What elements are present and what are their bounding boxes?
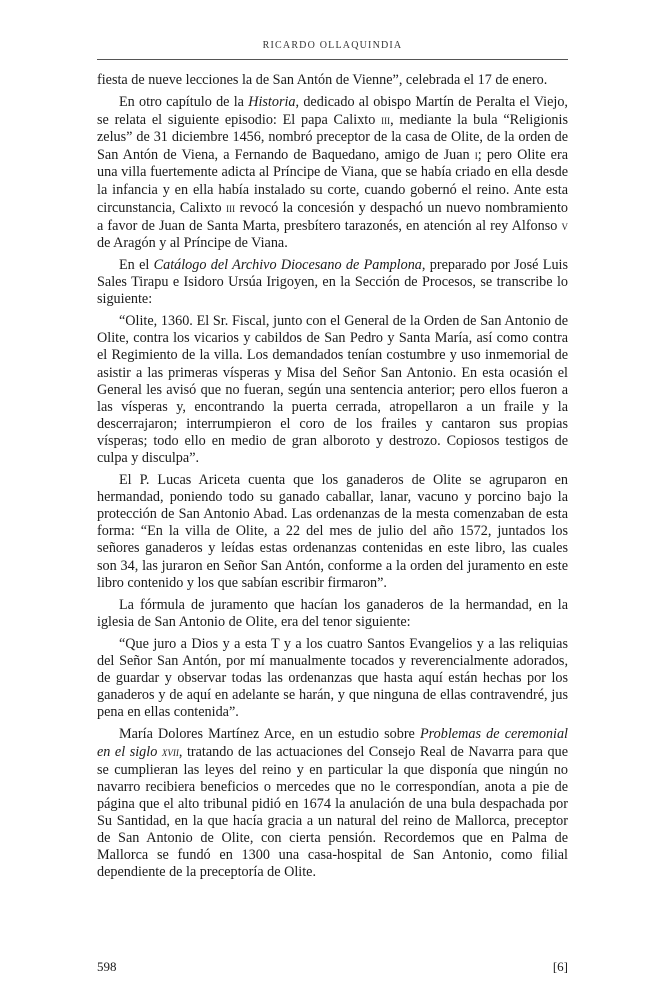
quoted-paragraph: [97, 313, 568, 467]
text-run: El P. Lucas Ariceta cuenta que los ganaderos de Olite se agruparon en hermandad, poniendo todo su ganado caballar, lanar, vacuno y porcino bajo la protección de San Antonio Abad. Las ordenanzas de la mesta comenzaban de esta forma: “En la villa de Olite, a 22 del mes de julio del año 1572, juntados los señores ganaderos y leídas estas ordenanzas contenidas en este libro, las cuales son 34, las juraron en Señor San Antón, conforme a la orden del juramento en este libro contenido y los que sabían escribir firmaron”.: [97, 472, 568, 591]
text-run: , mediante la bula “Religionis zelus” de 31 diciembre 1456, nombró preceptor de la casa de Olite, de la orden de San Antón de Viena, a Fernando de Baquedano, amigo de Juan: [97, 112, 568, 164]
roman-numeral: i: [474, 147, 478, 163]
text-run: , dedicado al obispo Martín de Peralta el Viejo, se relata el siguiente episodio: El papa Calixto: [97, 94, 568, 129]
header-rule: [97, 59, 568, 60]
text-run: Problemas de ceremonial en el siglo: [97, 726, 568, 761]
italic-title: Historia: [248, 94, 296, 111]
paragraph: [97, 472, 568, 592]
roman-numeral: xvii: [161, 744, 179, 760]
roman-numeral: iii: [381, 112, 391, 128]
text-run: fiesta de nueve lecciones la de San Antón de Vienne”, celebrada el 17 de enero.: [97, 72, 548, 88]
running-header: RICARDO OLLAQUINDIA: [262, 40, 403, 51]
text-run: La fórmula de juramento que hacían los ganaderos de la hermandad, en la iglesia de San Antonio de Olite, era del tenor siguiente:: [97, 596, 568, 630]
text-run: , tratando de las actuaciones del Consejo Real de Navarra para que se cumplieran las leyes del reino y en particular la que disponía que ningún no navarro recibiera beneficios o mercedes que no le correspondían, anota a pie de página que el alto tribunal pidió en 1674 la anulación de una bula despachada por Su Santidad, en la que hacía gracia a un natural del reino de Mallorca, preceptor de San Antonio de Olite, con cierta pensión. Recordemos que en Palma de Mallorca se fundó en 1300 una casa-hospital de San Antonio, como filial dependiente de la preceptoría de Olite.: [97, 744, 568, 881]
text-run: En el: [119, 256, 154, 273]
text-run: revocó la concesión y despachó un nuevo nombramiento a favor de Juan de Santa Marta, presbítero tarazonés, en atención al rey Alfonso: [97, 199, 568, 234]
paragraph: [97, 94, 568, 252]
roman-numeral: iii: [226, 199, 236, 215]
paragraph: [97, 597, 568, 631]
text-run: ; pero Olite era una villa fuertemente adicta al Príncipe de Viana, que se había criado en ella desde la infancia y en ella había instalado su corte, cuando gobernó el reino. Ante esta circunstancia, Calixto: [97, 147, 568, 216]
text-run: de Aragón y al Príncipe de Viana.: [97, 234, 288, 251]
text-run: En otro capítulo de la: [119, 94, 249, 111]
italic-title: Catálogo del Archivo Diocesano de Pamplona: [153, 256, 422, 273]
text-run: María Dolores Martínez Arce, en un estudio sobre: [119, 726, 421, 743]
page-number: 598: [97, 959, 117, 974]
quoted-paragraph: [97, 636, 568, 721]
roman-numeral: v: [561, 217, 568, 233]
paragraph: [97, 257, 568, 308]
paragraph: [97, 726, 568, 881]
text-run: “Olite, 1360. El Sr. Fiscal, junto con el General de la Orden de San Antonio de Olite, contra los vicarios y cabildos de San Pedro y Santa María, así como contra el Regimiento de la villa. Los demandados tenían costumbre y uso inmemorial de asistir a las primeras vísperas y Misa del Señor San Antonio. En esta ocasión el General les avisó que no fueran, según una sentencia anterior; pero ellos fueron a las vísperas y, encontrando la puerta cerrada, atropellaron a un fraile y la descerrajaron; interrumpieron el coro de los frailes y cantaron sus propias vísperas; todo ello en medio de gran alboroto y destrozo. Copiosos testigos de culpa y disculpa”.: [97, 313, 568, 466]
section-marker: [6]: [552, 959, 568, 974]
text-run: , preparado por José Luis Sales Tirapu e Isidoro Ursúa Irigoyen, en la Sección de Procesos, se transcribe lo siguiente:: [97, 256, 569, 308]
paragraph: [97, 72, 568, 89]
body-text: [97, 72, 568, 886]
text-run: “Que juro a Dios y a esta T y a los cuatro Santos Evangelios y a las reliquias del Señor San Antón, por mí manualmente tocados y reverencialmente adorados, de guardar y observar todas las ordenanzas que hasta aquí están hechas por los ganaderos y de aquí en adelante se harán, y que ninguna de ellas contravendré, jus pena en ellas contenida”.: [97, 635, 568, 721]
